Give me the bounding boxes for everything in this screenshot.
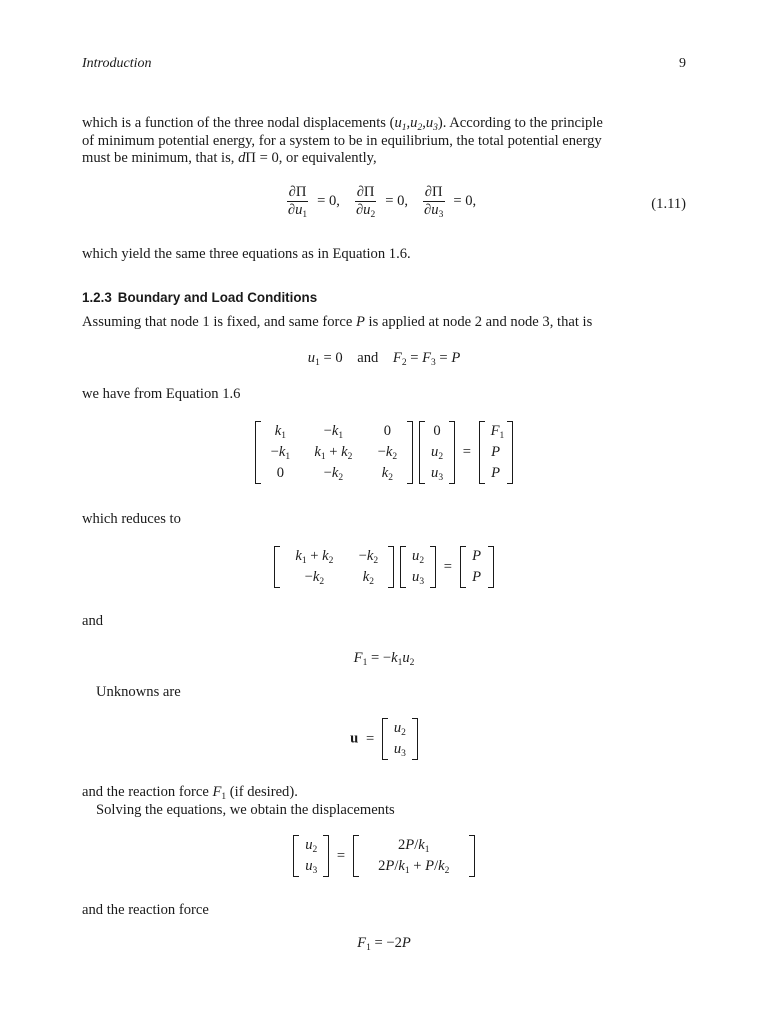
text-run: must be minimum, that is, (82, 150, 239, 166)
text-run: which is a function of the three nodal displacements ( (82, 115, 395, 131)
reaction-equation: $F_1 = -k_1u_2$ (353, 650, 415, 668)
paragraph-solving: Solving the equations, we obtain the displacements (96, 802, 395, 818)
paragraph-potential-energy: which is a function of the three nodal displacements $(u_1,u_2,u_3)$. According to the principle of minimum potential energy, for a system to be in equilibrium, the total potential energy must be minimum, that is, dΠ = 0, or equivalently, (82, 115, 686, 168)
paragraph-from-eq16: we have from Equation 1.6 (82, 386, 241, 402)
paragraph-unknowns: Unknowns are (96, 684, 181, 700)
partial-fraction: $\frac{\partial\Pi}{\partial u_3}$ (424, 184, 444, 220)
section-title: Boundary and Load Conditions (117, 290, 318, 305)
paragraph-reaction: and the reaction force (82, 902, 209, 918)
paragraph-reaction-force: and the reaction force $F_1$ (if desired). (82, 784, 298, 802)
equation-rhs: = 0, (317, 193, 340, 209)
document-page (82, 0, 686, 1024)
text-run: Π = 0, or equivalently, (245, 150, 377, 166)
equation-1-11 (82, 184, 686, 219)
reduced-stiffness-system: $k_1 + k_2$ $-k_2$ $-k_2$ $k_2$ $u_2$ $u_3$ = P P (82, 546, 686, 588)
text-run: ). According to the principle (437, 115, 603, 131)
paragraph-yield: which yield the same three equations as in Equation 1.6. (82, 246, 411, 262)
math-u3: $u_3$ (425, 115, 438, 133)
math-u1: $u_1$ (394, 115, 407, 133)
equation-number: (1.11) (651, 196, 686, 212)
reaction-result: $F_1 = -2P$ (357, 935, 411, 953)
section-number: 1.2.3 (82, 290, 112, 305)
running-title: Introduction (82, 56, 152, 71)
section-heading (82, 289, 686, 307)
paragraph-assuming: Assuming that node 1 is fixed, and same force P is applied at node 2 and node 3, that is (82, 314, 593, 330)
unknowns-vector: u = $u_2$ $u_3$ (82, 718, 686, 760)
text-line: of minimum potential energy, for a system to be in equilibrium, the total potential energy (82, 132, 602, 149)
partial-fraction: $\frac{\partial\Pi}{\partial u_2}$ (355, 184, 376, 220)
paragraph-and: and (82, 613, 104, 629)
boundary-condition-equation: $u_1 = 0$ and $F_2 = F_3 = P$ (307, 350, 461, 368)
full-stiffness-system: $k_1$ $-k_1$ 0 $-k_1$ $k_1 + k_2$ $-k_2$ 0 $-k_2$ $k_2$ 0 $u_2$ $u_3$ = $F_1$ P P (82, 421, 686, 484)
equation-rhs: = 0, (453, 193, 477, 209)
partial-fraction: $\frac{\partial\Pi}{\partial u_1}$ (287, 184, 308, 220)
paragraph-reduces: which reduces to (82, 511, 181, 527)
math-d: d (238, 150, 246, 166)
equation-rhs: = 0, (385, 193, 409, 209)
math-u2: $u_2$ (410, 115, 423, 133)
displacement-solution: $u_2$ $u_3$ = $2P/k_1$ $2P/k_1 + P/k_2$ (82, 835, 686, 877)
page-number: 9 (679, 56, 686, 71)
